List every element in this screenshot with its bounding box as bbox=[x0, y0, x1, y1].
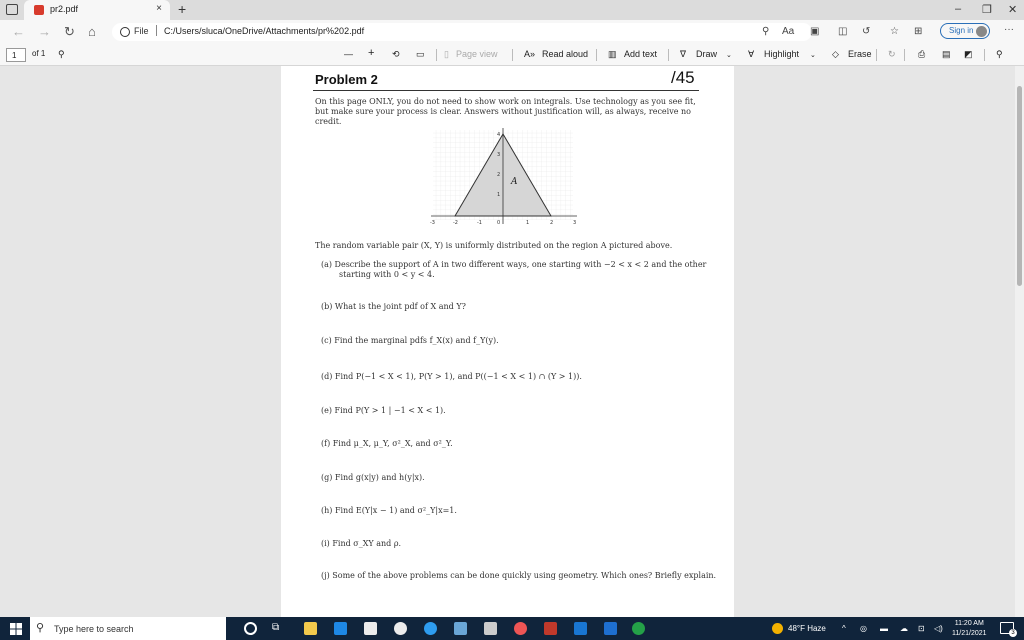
highlight-chevron-down-icon[interactable]: ⌄ bbox=[810, 52, 816, 59]
chrome-icon[interactable] bbox=[514, 622, 527, 635]
tab-pr2-pdf[interactable] bbox=[24, 0, 170, 20]
store-icon[interactable] bbox=[364, 622, 377, 635]
collections-icon[interactable]: ◫ bbox=[838, 26, 848, 37]
edge-active-icon[interactable] bbox=[632, 622, 645, 635]
tab-title: pr2.pdf bbox=[50, 4, 79, 14]
weather-label[interactable]: 48°F Haze bbox=[788, 624, 826, 633]
highlight-icon: ∀ bbox=[748, 49, 755, 59]
question-i: (i) Find σ_XY and ρ. bbox=[321, 539, 402, 548]
y-tick: 3 bbox=[497, 152, 501, 158]
page-view-button[interactable]: Page view bbox=[456, 49, 498, 59]
read-aloud-button[interactable]: Read aloud bbox=[542, 49, 589, 59]
y-tick: 1 bbox=[497, 192, 501, 198]
region-a-label: A bbox=[511, 177, 518, 187]
save-as-icon[interactable]: ◩ bbox=[964, 49, 973, 59]
taskbar-search[interactable] bbox=[30, 617, 226, 640]
search-icon[interactable]: ⚲ bbox=[58, 49, 65, 59]
mail-icon[interactable] bbox=[334, 622, 347, 635]
network-icon[interactable]: ⊡ bbox=[918, 624, 925, 633]
clock-time: 11:20 AM bbox=[954, 620, 984, 627]
photos-icon[interactable] bbox=[454, 622, 467, 635]
zoom-in-button[interactable]: + bbox=[368, 47, 375, 59]
notification-icon[interactable] bbox=[1000, 622, 1014, 634]
question-c: (c) Find the marginal pdfs f_X(x) and f_Y(y). bbox=[321, 336, 499, 345]
cloud-icon[interactable]: ☁ bbox=[900, 624, 908, 633]
collections-add-icon[interactable]: ⊞ bbox=[914, 26, 923, 37]
question-h: (h) Find E(Y|x − 1) and σ²_Y|x=1. bbox=[321, 506, 457, 515]
problem-intro: On this page ONLY, you do not need to show work on integrals. Use technology as you see fit, but make sure your process is clear. Answers without justification will, as always, receive no credit. bbox=[315, 97, 696, 126]
restore-button[interactable]: ❐ bbox=[982, 4, 992, 16]
problem-score: /45 bbox=[671, 68, 695, 87]
rotate-icon[interactable]: ↻ bbox=[888, 49, 896, 59]
home-button[interactable]: ⌂ bbox=[88, 24, 96, 39]
info-icon[interactable] bbox=[120, 27, 130, 37]
x-tick: 1 bbox=[526, 220, 530, 226]
question-j: (j) Some of the above problems can be done quickly using geometry. Which ones? Briefly explain. bbox=[321, 571, 717, 580]
close-window-button[interactable]: ✕ bbox=[1008, 4, 1018, 16]
pdf-toolbar bbox=[0, 44, 1024, 66]
toolbar-divider bbox=[436, 49, 437, 61]
battery-icon[interactable]: ▬ bbox=[880, 624, 888, 633]
back-button[interactable]: ← bbox=[12, 24, 25, 39]
page-view-icon: ▯ bbox=[444, 49, 449, 59]
y-tick: 2 bbox=[497, 172, 501, 178]
app-icon[interactable] bbox=[484, 622, 497, 635]
tray-chevron-up-icon[interactable]: ^ bbox=[842, 624, 846, 633]
mcafee-icon[interactable] bbox=[544, 622, 557, 635]
weather-icon[interactable] bbox=[772, 623, 783, 634]
zoom-out-button[interactable]: — bbox=[344, 49, 353, 59]
zoom-icon[interactable] bbox=[604, 622, 617, 635]
region-graph bbox=[431, 128, 579, 228]
question-g: (g) Find g(x|y) and h(y|x). bbox=[321, 473, 425, 482]
toolbar-divider bbox=[668, 49, 669, 61]
print-icon[interactable]: ⎙ bbox=[918, 49, 926, 59]
vertical-scrollbar[interactable] bbox=[1015, 66, 1024, 617]
pdf-file-icon bbox=[34, 5, 44, 15]
question-b: (b) What is the joint pdf of X and Y? bbox=[321, 302, 466, 311]
avatar bbox=[976, 26, 987, 37]
title-rule bbox=[313, 90, 699, 91]
toolbar-divider bbox=[984, 49, 985, 61]
page-number-input[interactable]: 1 bbox=[6, 48, 26, 62]
toolbar-divider bbox=[876, 49, 877, 61]
address-bar bbox=[0, 20, 1024, 44]
question-a-line2: starting with 0 < y < 4. bbox=[339, 270, 435, 279]
question-a bbox=[321, 260, 706, 280]
erase-button[interactable]: Erase bbox=[848, 49, 872, 59]
extension-icon[interactable]: ▣ bbox=[810, 26, 820, 37]
tab-close-icon[interactable]: × bbox=[156, 3, 162, 14]
clock[interactable] bbox=[952, 619, 987, 639]
edge-icon[interactable] bbox=[424, 622, 437, 635]
x-tick: -3 bbox=[430, 220, 435, 226]
pin-icon[interactable]: ⚲ bbox=[996, 49, 1003, 59]
volume-icon[interactable]: ◁) bbox=[934, 624, 943, 633]
url-divider bbox=[156, 25, 157, 36]
add-text-icon: ▥ bbox=[608, 49, 617, 59]
dell-icon[interactable] bbox=[394, 622, 407, 635]
page-total: of 1 bbox=[32, 49, 46, 58]
problem-description: The random variable pair (X, Y) is uniformly distributed on the region A pictured above. bbox=[315, 241, 673, 250]
draw-icon: ∇ bbox=[680, 49, 687, 59]
refresh-button[interactable]: ↻ bbox=[64, 24, 75, 39]
read-aloud-icon: A» bbox=[524, 49, 536, 59]
toolbar-divider bbox=[904, 49, 905, 61]
url-text[interactable]: C:/Users/sluca/OneDrive/Attachments/pr%202.pdf bbox=[164, 26, 365, 36]
clock-date: 11/21/2021 bbox=[952, 630, 987, 637]
new-tab-button[interactable]: + bbox=[178, 1, 187, 17]
sign-in-button[interactable] bbox=[940, 23, 990, 39]
windows-start-icon[interactable] bbox=[10, 623, 22, 635]
scrollbar-thumb[interactable] bbox=[1017, 86, 1022, 286]
tray-app-icon[interactable]: ◎ bbox=[860, 624, 867, 633]
question-a-line1: (a) Describe the support of A in two different ways, one starting with −2 < x < 2 and the other bbox=[321, 260, 707, 269]
x-tick: 2 bbox=[550, 220, 554, 226]
favorites-icon[interactable]: ☆ bbox=[890, 26, 899, 37]
save-icon[interactable]: ▤ bbox=[942, 49, 951, 59]
window-menu-icon[interactable] bbox=[6, 4, 18, 15]
fit-to-page-icon[interactable]: ⟲ bbox=[392, 49, 400, 59]
draw-chevron-down-icon[interactable]: ⌄ bbox=[726, 52, 732, 59]
problem-title: Problem 2 bbox=[315, 72, 378, 87]
question-f: (f) Find μ_X, μ_Y, σ²_X, and σ²_Y. bbox=[321, 439, 453, 448]
taskbar bbox=[0, 617, 1024, 640]
notification-count: 3 bbox=[1009, 629, 1017, 637]
x-tick: 0 bbox=[497, 220, 501, 226]
question-d: (d) Find P(−1 < X < 1), P(Y > 1), and P((−1 < X < 1) ∩ (Y > 1)). bbox=[321, 372, 582, 381]
read-mode-icon[interactable]: Aa bbox=[782, 26, 795, 37]
document-viewport[interactable] bbox=[0, 66, 1024, 617]
x-tick: -1 bbox=[477, 220, 482, 226]
task-view-icon[interactable]: ⧉ bbox=[272, 622, 280, 633]
tab-bar bbox=[0, 0, 1024, 20]
x-tick: -2 bbox=[453, 220, 458, 226]
search-icon: ⚲ bbox=[36, 622, 45, 634]
question-e: (e) Find P(Y > 1 | −1 < X < 1). bbox=[321, 406, 446, 415]
sign-in-label: Sign in bbox=[949, 26, 974, 35]
eraser-icon: ◇ bbox=[832, 49, 839, 59]
cortana-icon[interactable] bbox=[244, 622, 257, 635]
c-app-icon[interactable] bbox=[574, 622, 587, 635]
search-placeholder: Type here to search bbox=[54, 624, 134, 634]
more-menu-icon[interactable]: ··· bbox=[1004, 24, 1014, 35]
toolbar-divider bbox=[512, 49, 513, 61]
url-field[interactable] bbox=[112, 23, 812, 41]
add-text-button[interactable]: Add text bbox=[624, 49, 658, 59]
minimize-button[interactable]: – bbox=[955, 3, 962, 15]
file-explorer-icon[interactable] bbox=[304, 622, 317, 635]
highlight-button[interactable]: Highlight bbox=[764, 49, 800, 59]
page-fit-icon[interactable]: ▭ bbox=[416, 49, 425, 59]
url-scheme-label: File bbox=[134, 26, 149, 36]
y-tick: 4 bbox=[497, 132, 501, 138]
draw-button[interactable]: Draw bbox=[696, 49, 718, 59]
pdf-page bbox=[281, 66, 734, 617]
zoom-icon[interactable]: ⚲ bbox=[762, 26, 770, 37]
forward-button[interactable]: → bbox=[38, 24, 51, 39]
refresh-ext-icon[interactable]: ↺ bbox=[862, 26, 871, 37]
toolbar-divider bbox=[596, 49, 597, 61]
x-tick: 3 bbox=[573, 220, 577, 226]
